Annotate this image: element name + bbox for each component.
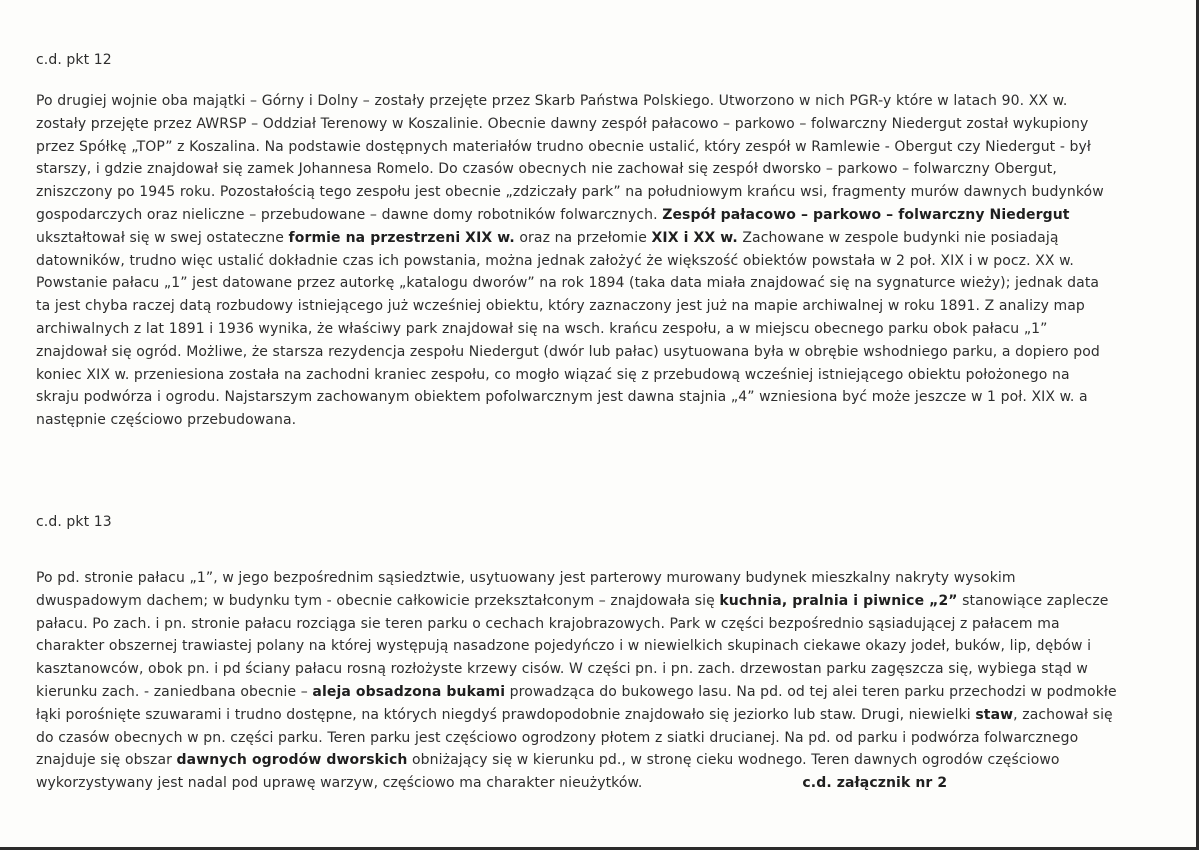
text-line [36,158,1166,181]
text-line [36,658,1166,681]
section-heading-pkt-12: c.d. pkt 12 [36,52,112,68]
text-line [36,250,1166,273]
text-run: znajduje się obszar [36,752,177,769]
text-line [36,318,1166,341]
text-run: , zachował się [1013,706,1113,723]
text-run: do czasów obecnych w pn. części parku. Teren parku jest częściowo ogrodzony płotem z siatki drucianej. Na pd. od parku i podwórza folwarcznego [36,729,1079,746]
text-run: dwuspadowym dachem; w budynku tym - obecnie całkowicie przekształconym – znajdowała się [36,592,720,609]
text-line [36,364,1166,387]
text-line [36,613,1166,636]
text-line [36,204,1166,227]
attachment-reference: c.d. załącznik nr 2 [802,775,948,792]
text-line [36,590,1166,613]
text-run: ukształtował się w swej ostateczne [36,229,289,246]
text-line [36,749,1166,772]
text-run: zniszczony po 1945 roku. Pozostałością tego zespołu jest obecnie „zdziczały park” na południowym krańcu wsi, fragmenty murów dawnych budynków [36,184,1104,201]
text-line [36,727,1166,750]
text-line [36,136,1166,159]
text-line [36,386,1166,409]
text-run: łąki porośnięte szuwarami i trudno dostępne, na których niegdyś prawdopodobnie znajdowało się jeziorko lub staw. Drugi, niewielki [36,706,976,723]
text-run: oraz na przełomie [514,229,652,246]
text-run: zostały przejęte przez AWRSP – Oddział Terenowy w Koszalinie. Obecnie dawny zespół pałacowo – parkowo – folwarczny Niedergut został wykupiony [36,115,1089,132]
text-run: archiwalnych z lat 1891 i 1936 wynika, że właściwy park znajdował się na wsch. krańcu zespołu, a w miejscu obecnego parku obok pałacu „1” [36,320,1048,337]
text-line [36,772,1166,795]
bold-phrase: aleja obsadzona bukami [312,683,506,700]
text-run: następnie częściowo przebudowana. [36,412,297,429]
text-run: ta jest chyba raczej datą rozbudowy istniejącego już wcześniej obiektu, który zaznaczony jest już na mapie archiwalnej w roku 1891. Z analizy map [36,298,1085,315]
text-line [36,409,1166,432]
text-run: stanowiące zaplecze [957,592,1109,609]
text-line [36,704,1166,727]
text-run: Zachowane w zespole budynki nie posiadają [737,229,1059,246]
text-run: obniżający się w kierunku pd., w stronę cieku wodnego. Teren dawnych ogrodów częściowo [407,752,1060,769]
text-line [36,113,1166,136]
text-run: przez Spółkę „TOP” z Koszalina. Na podstawie dostępnych materiałów trudno obecnie ustalić, który zespół w Ramlewie - Obergut czy Niedergut - był [36,138,1091,155]
bold-phrase: formie na przestrzeni XIX w. [288,229,515,246]
text-line [36,341,1166,364]
text-line [36,181,1166,204]
paragraph-pkt-12 [36,90,1166,432]
text-line [36,272,1166,295]
text-run: prowadząca do bukowego lasu. Na pd. od tej alei teren parku przechodzi w podmokłe [505,683,1117,700]
text-run: pałacu. Po zach. i pn. stronie pałacu rozciąga sie teren parku o cechach krajobrazowych. Park w części bezpośrednio sąsiadującej z pałacem ma [36,615,1060,632]
text-run: Powstanie pałacu „1” jest datowane przez autorkę „katalogu dworów” na rok 1894 (taka data miała znajdować się na sygnaturce wieży); jednak data [36,275,1100,292]
text-line [36,635,1166,658]
text-run: koniec XIX w. przeniesiona została na zachodni kraniec zespołu, co mogło wiązać się z przebudową wcześniej istniejącego obiektu położonego na [36,366,1070,383]
text-line [36,567,1166,590]
text-run: wykorzystywany jest nadal pod uprawę warzyw, częściowo ma charakter nieużytków. [36,775,643,792]
text-run: charakter obszernej trawiastej polany na której występują nasadzone pojedyńczo i w niewielkich skupinach ciekawe okazy jodeł, buków, lip, dębów i [36,638,1092,655]
paragraph-pkt-13 [36,567,1166,795]
text-run: Po drugiej wojnie oba majątki – Górny i Dolny – zostały przejęte przez Skarb Państwa Polskiego. Utworzono w nich PGR-y które w latach 90. XX w. [36,93,1068,109]
text-run: gospodarczych oraz nieliczne – przebudowane – dawne domy robotników folwarcznych. [36,206,663,223]
bold-phrase: dawnych ogrodów dworskich [176,752,408,769]
text-line [36,90,1166,113]
bold-phrase: staw [975,706,1014,723]
text-line [36,681,1166,704]
section-heading-pkt-13: c.d. pkt 13 [36,514,112,530]
text-run: datowników, trudno więc ustalić dokładnie czas ich powstania, można jednak założyć że większość obiektów powstała w 2 poł. XIX i w pocz. XX w. [36,252,1074,269]
text-run: skraju podwórza i ogrodu. Najstarszym zachowanym obiektem pofolwarcznym jest dawna stajnia „4” wzniesiona być może jeszcze w 1 poł. XIX w. a [36,389,1088,406]
bold-phrase: Zespół pałacowo – parkowo – folwarczny Niedergut [662,206,1070,223]
text-run: Po pd. stronie pałacu „1”, w jego bezpośrednim sąsiedztwie, usytuowany jest parterowy murowany budynek mieszkalny nakryty wysokim [36,570,1016,586]
bold-phrase: XIX i XX w. [651,229,738,246]
text-run: kasztanowców, obok pn. i pd ściany pałacu rosną rozłożyste krzewy cisów. W części pn. i pn. zach. drzewostan parku zagęszcza się, wybiega stąd w [36,661,1088,678]
text-line [36,227,1166,250]
text-run: kierunku zach. - zaniedbana obecnie – [36,683,313,700]
text-line [36,295,1166,318]
bold-phrase: kuchnia, pralnia i piwnice „2” [719,592,958,609]
text-run: starszy, i gdzie znajdował się zamek Johannesa Romelo. Do czasów obecnych nie zachował się zespół dworsko – parkowo – folwarczny Obergut, [36,161,1057,178]
text-run: znajdował się ogród. Możliwe, że starsza rezydencja zespołu Niedergut (dwór lub pałac) usytuowana była w obrębie wshodniego parku, a dopiero pod [36,343,1100,360]
